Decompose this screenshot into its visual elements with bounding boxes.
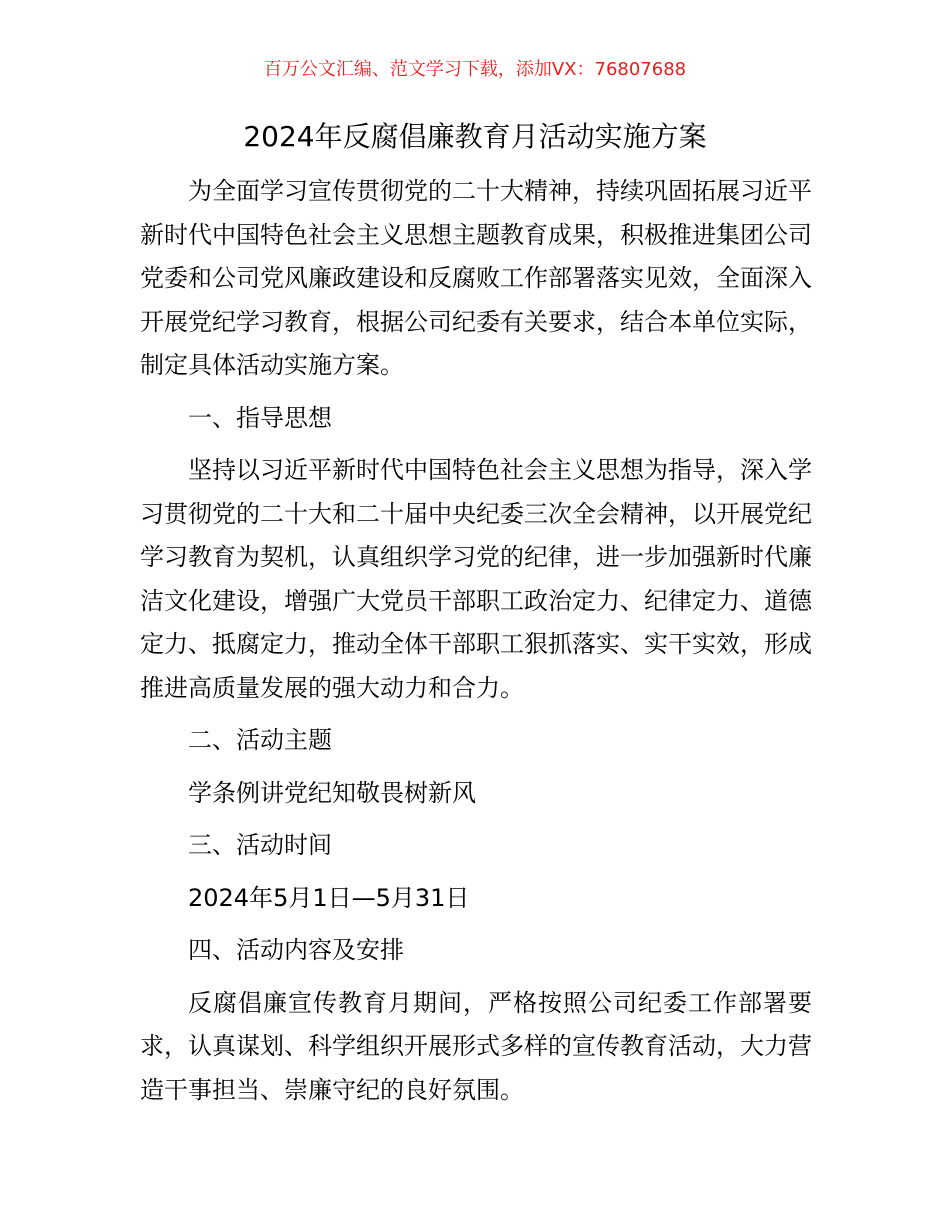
section-heading-activity-content: 四、活动内容及安排: [188, 936, 404, 964]
document-body: [140, 170, 812, 1112]
intro-paragraph: 为全面学习宣传贯彻党的二十大精神，持续巩固拓展习近平新时代中国特色社会主义思想主题教育成果，积极推进集团公司党委和公司党风廉政建设和反腐败工作部署落实见效，全面深入开展党纪学习教育，根据公司纪委有关要求，结合本单位实际，制定具体活动实施方案。: [140, 177, 812, 379]
page-title: 2024年反腐倡廉教育月活动实施方案: [243, 120, 707, 153]
section-heading-activity-theme: 二、活动主题: [188, 726, 332, 754]
section-body-activity-theme: 学条例讲党纪知敬畏树新风: [188, 778, 476, 807]
section-body-guiding-thought: 坚持以习近平新时代中国特色社会主义思想为指导，深入学习贯彻党的二十大和二十届中央纪委三次全会精神，以开展党纪学习教育为契机，认真组织学习党的纪律，进一步加强新时代廉洁文化建设，增强广大党员干部职工政治定力、纪律定力、道德定力、抵腐定力，推动全体干部职工狠抓落实、实干实效，形成推进高质量发展的强大动力和合力。: [140, 456, 812, 702]
section-heading-guiding-thought: 一、指导思想: [188, 403, 332, 432]
section-body-activity-content: 反腐倡廉宣传教育月期间，严格按照公司纪委工作部署要求，认真谋划、科学组织开展形式多样的宣传教育活动，大力营造干事担当、崇廉守纪的良好氛围。: [140, 988, 812, 1104]
section-heading-activity-time: 三、活动时间: [188, 831, 332, 859]
header-watermark: 百万公文汇编、范文学习下载，添加VX：76807688: [263, 59, 687, 80]
section-body-activity-time: 2024年5月1日—5月31日: [188, 883, 470, 912]
